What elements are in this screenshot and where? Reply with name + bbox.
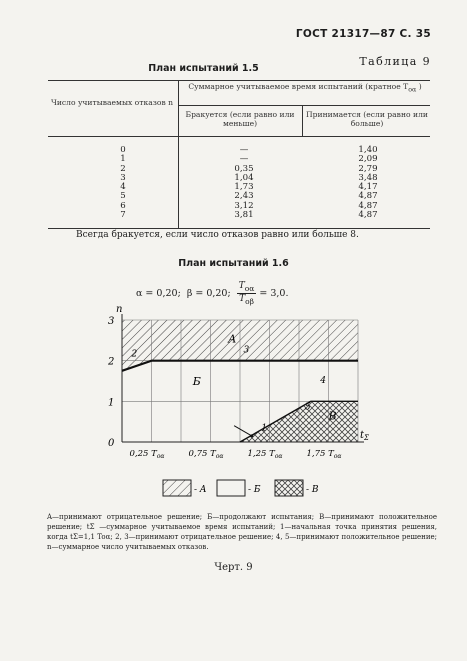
accept-cell: 1,40 (358, 145, 378, 155)
x-tick-label: 1,25 $T_{o\alpha}$ (247, 449, 283, 460)
parameters-formula: α = 0,20; β = 0,20; $\frac{T_{о\alpha}}{T_{о\beta}}$ = 3,0. (136, 281, 289, 306)
decision-point (250, 434, 253, 437)
x-tick-label: 0,25 $T_{o\alpha}$ (129, 449, 165, 460)
curve-label: 2 (131, 349, 138, 360)
plan-1-6-title: План испытаний 1.6 (178, 258, 289, 269)
failures-cell: 1 (120, 154, 126, 165)
curve-label: 3 (243, 345, 250, 356)
reject-cell: 2,43 (234, 191, 254, 202)
test-plan-chart (0, 300, 467, 510)
legend-box-empty-box (217, 480, 245, 496)
y-axis-label: n (116, 304, 123, 315)
y-tick-label: 3 (108, 316, 115, 327)
x-axis-label: $t_\Sigma$ (360, 430, 369, 442)
accept-cell: 3,48 (358, 172, 378, 183)
accept-column (348, 146, 388, 220)
y-tick-label: 1 (108, 397, 115, 409)
legend-box-cross-hatched-box (275, 480, 303, 496)
failures-cell: 4 (120, 182, 126, 193)
x-tick-label: 0,75 $T_{o\alpha}$ (188, 449, 224, 460)
accept-cell: 4,87 (358, 210, 378, 221)
curve-label: 5 (304, 402, 311, 413)
failures-cell: 0 (120, 145, 126, 155)
chart-legend-text: A—принимают отрицательное решение; Б—продолжают испытания; В—принимают положительное решение; tΣ —суммарное учитываемое время испытаний; 1—начальная точка принятия решения, когда tΣ=1,1 Toα; 2, 3—принимают отрицательное решение; 4, 5—принимают положительное решение; n—суммарное число учитываемых отказов. (47, 513, 437, 551)
x-tick-sub: oα (215, 453, 224, 460)
legend-label: - В (306, 485, 319, 495)
failures-cell: 6 (120, 200, 126, 211)
failures-cell: 5 (120, 191, 126, 202)
region-label: В (328, 409, 337, 423)
accept-cell: 2,79 (358, 163, 378, 174)
x-tick-label: 1,75 $T_{o\alpha}$ (306, 449, 342, 460)
region-label: A (228, 332, 237, 346)
accept-cell: 4,17 (358, 182, 378, 193)
page-header: ГОСТ 21317—87 С. 35 (295, 28, 431, 40)
reject-cell: 3,12 (234, 200, 254, 211)
reject-cell: — (239, 145, 249, 155)
legend-label: - Б (248, 485, 261, 495)
x-tick-sub: oα (333, 453, 342, 460)
y-tick-label: 2 (108, 356, 115, 368)
failures-cell: 2 (120, 163, 126, 174)
failures-column (108, 146, 138, 220)
failures-header: Число учитываемых отказов n (50, 98, 174, 107)
reject-cell: 1,73 (234, 182, 254, 193)
failures-cell: 7 (120, 210, 126, 221)
accept-cell: 4,87 (358, 191, 378, 202)
curve-label: 4 (320, 376, 326, 387)
x-axis-sub: Σ (364, 434, 369, 442)
reject-cell: 3,81 (234, 210, 254, 221)
reject-header: Бракуется (если равно или меньше) (185, 110, 295, 128)
note-text: Всегда бракуется, если число отказов равно или больше 8. (76, 230, 359, 240)
legend-box-hatched-box (163, 480, 191, 496)
decision-arrow (234, 426, 252, 436)
time-header: Суммарное учитываемое время испытаний (кратное $Т_{о\alpha}$ ) (188, 82, 422, 94)
region-label: Б (192, 375, 201, 389)
reject-cell: — (239, 154, 249, 165)
accept-cell: 4,87 (358, 200, 378, 211)
reject-cell: 1,04 (234, 172, 254, 183)
reject-column (224, 146, 264, 220)
table-number: Таблица 9 (359, 55, 431, 68)
accept-cell: 2,09 (358, 154, 378, 165)
plan-1-5-title: План испытаний 1.5 (148, 63, 259, 74)
failures-cell: 3 (120, 172, 126, 183)
x-tick-sub: oα (156, 453, 165, 460)
accept-header: Принимается (если равно или больше) (306, 110, 428, 128)
y-tick-label: 0 (108, 438, 115, 449)
figure-caption: Черт. 9 (214, 562, 253, 573)
x-tick-sub: oα (274, 453, 283, 460)
curve-label: 1 (261, 423, 267, 434)
reject-cell: 0,35 (234, 163, 254, 174)
legend-label: - A (194, 485, 207, 495)
test-plan-table (48, 80, 430, 228)
